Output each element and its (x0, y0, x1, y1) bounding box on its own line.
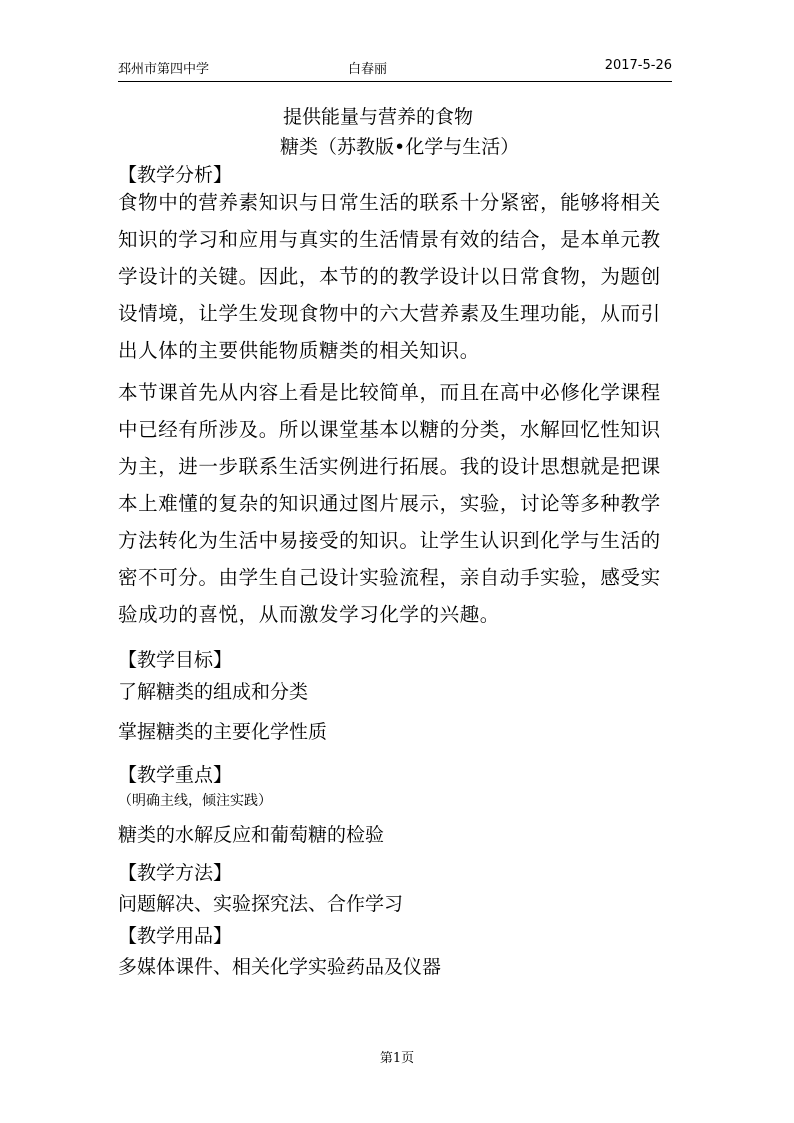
supplies-item: 多媒体课件、相关化学实验药品及仪器 (118, 956, 442, 978)
paragraph-line: 密不可分。由学生自己设计实验流程，亲自动手实验，感受实 (118, 566, 661, 589)
key-points-item: 糖类的水解反应和葡萄糖的检验 (118, 824, 385, 846)
header-divider (118, 81, 672, 82)
paragraph-line: 知识的学习和应用与真实的生活情景有效的结合，是本单元教 (118, 228, 661, 251)
paragraph-line: 中已经有所涉及。所以课堂基本以糖的分类，水解回忆性知识 (118, 418, 661, 441)
paragraph-line: 验成功的喜悦，从而激发学习化学的兴趣。 (118, 603, 500, 626)
document-title: 提供能量与营养的食物 (283, 106, 474, 128)
page-number: 第1页 (379, 1051, 415, 1066)
section-heading-supplies: 【教学用品】 (118, 925, 233, 947)
paragraph-line: 食物中的营养素知识与日常生活的联系十分紧密，能够将相关 (118, 191, 661, 214)
section-heading-methods: 【教学方法】 (118, 862, 233, 884)
methods-item: 问题解决、实验探究法、合作学习 (118, 893, 404, 915)
section-heading-key-points: 【教学重点】 (118, 764, 233, 786)
section-heading-analysis: 【教学分析】 (118, 164, 233, 186)
document-subtitle: 糖类（苏教版•化学与生活） (280, 136, 520, 158)
header-author: 白春丽 (348, 62, 388, 77)
paragraph-line: 设情境，让学生发现食物中的六大营养素及生理功能，从而引 (118, 302, 661, 325)
paragraph-line: 方法转化为生活中易接受的知识。让学生认识到化学与生活的 (118, 529, 661, 552)
paragraph-line: 本节课首先从内容上看是比较简单，而且在高中必修化学课程 (118, 381, 661, 404)
objective-item: 掌握糖类的主要化学性质 (118, 721, 328, 743)
paragraph-line: 出人体的主要供能物质糖类的相关知识。 (118, 339, 480, 362)
header-school: 邳州市第四中学 (118, 62, 210, 77)
objective-item: 了解糖类的组成和分类 (118, 681, 309, 703)
page-header (118, 58, 672, 78)
section-heading-objectives: 【教学目标】 (118, 649, 233, 671)
paragraph-line: 为主，进一步联系生活实例进行拓展。我的设计思想就是把课 (118, 455, 661, 478)
paragraph-line: 学设计的关键。因此，本节的的教学设计以日常食物，为题创 (118, 265, 661, 288)
key-points-note: （明确主线，倾注实践） (118, 793, 272, 809)
header-date: 2017-5-26 (604, 58, 672, 73)
paragraph-line: 本上难懂的复杂的知识通过图片展示，实验，讨论等多种教学 (118, 492, 661, 515)
